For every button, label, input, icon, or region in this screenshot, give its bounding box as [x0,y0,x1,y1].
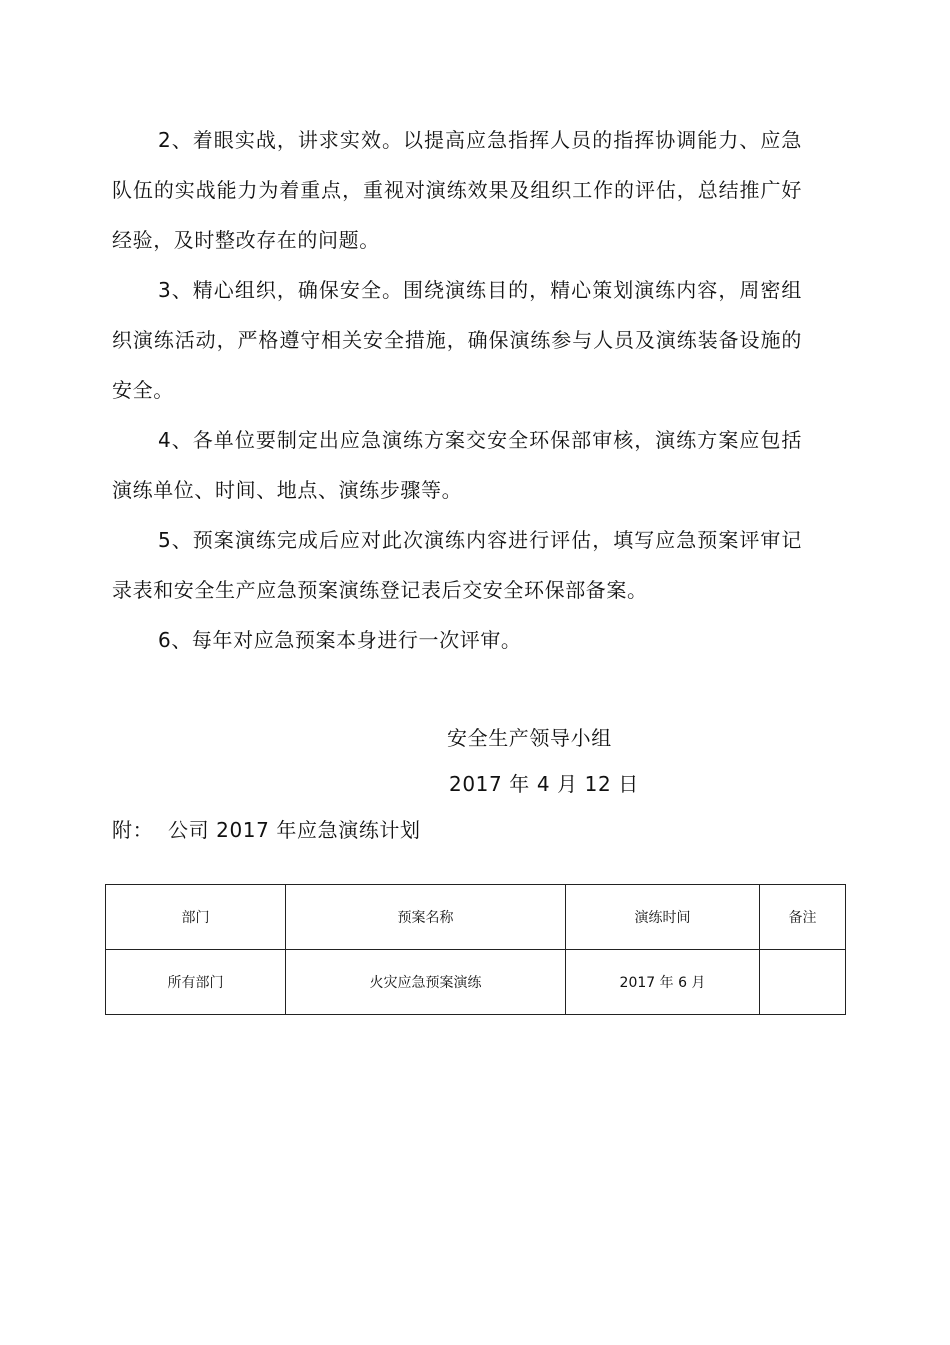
header-drill-time: 演练时间 [566,885,760,950]
cell-plan-name: 火灾应急预案演练 [286,950,566,1015]
attachment-label: 附： [112,818,154,842]
paragraph-2: 2、着眼实战，讲求实效。以提高应急指挥人员的指挥协调能力、应急队伍的实战能力为着重点，重视对演练效果及组织工作的评估，总结推广好经验，及时整改存在的问题。 [112,128,802,252]
cell-remarks [760,950,846,1015]
header-remarks: 备注 [760,885,846,950]
paragraph-6: 6、每年对应急预案本身进行一次评审。 [158,628,522,652]
header-plan-name: 预案名称 [286,885,566,950]
paragraph-4: 4、各单位要制定出应急演练方案交安全环保部审核，演练方案应包括演练单位、时间、地点、演练步骤等。 [112,428,802,502]
drill-plan-table [105,884,846,1015]
header-department: 部门 [106,885,286,950]
paragraph-5: 5、预案演练完成后应对此次演练内容进行评估，填写应急预案评审记录表和安全生产应急预案演练登记表后交安全环保部备案。 [112,528,802,602]
cell-drill-time: 2017 年 6 月 [566,950,760,1015]
attachment-title: 公司 2017 年应急演练计划 [168,818,421,842]
table-header-row [106,885,846,950]
attachment-line [112,814,421,843]
paragraph-3: 3、精心组织，确保安全。围绕演练目的，精心策划演练内容，周密组织演练活动，严格遵守相关安全措施，确保演练参与人员及演练装备设施的安全。 [112,278,802,402]
signature-organization: 安全生产领导小组 [447,726,612,750]
signature-date: 2017 年 4 月 12 日 [449,772,639,796]
table-row [106,950,846,1015]
cell-department: 所有部门 [106,950,286,1015]
